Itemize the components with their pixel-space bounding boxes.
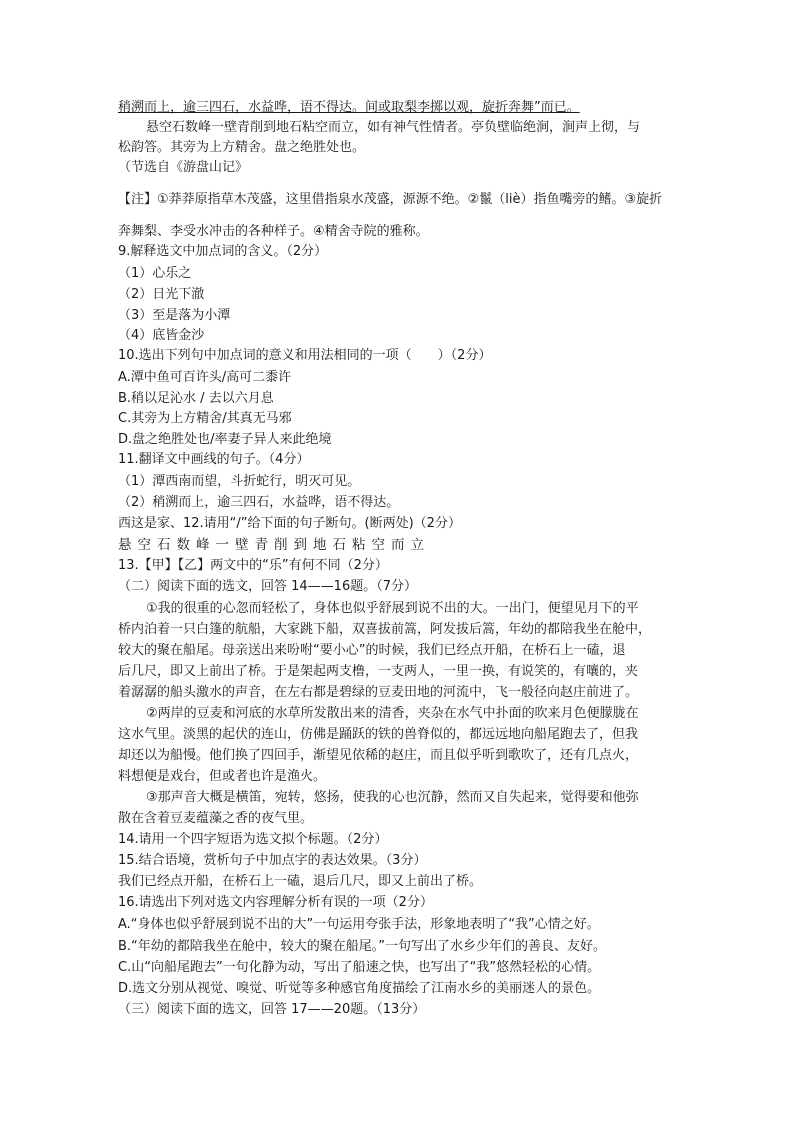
question-11: 11.翻译文中画线的句子。（4分）: [118, 452, 310, 467]
option-c: C.山“向船尾跑去”一句化静为动，写出了船速之快，也写出了“我”悠然轻松的心情。: [118, 960, 601, 975]
option-a: A.“身体也似乎舒展到说不出的大”一句运用夸张手法，形象地表明了“我”心情之好。: [118, 917, 600, 932]
passage-line: 料想便是戏台，但或者也许是渔火。: [118, 769, 327, 784]
passage-line: 较大的聚在船尾。母亲送出来吩咐“要小心”的时候，我们已经点开船，在桥石上一磕，退: [118, 643, 626, 658]
annotation-line: 【注】①莽莽原指草木茂盛，这里借指泉水茂盛，源源不绝。②鬣（liè）指鱼嘴旁的鳍。③旋折: [118, 192, 663, 207]
option-b: B.稍以足沁水 / 去以六月息: [118, 391, 274, 406]
question-item: （1）潭西南而望，斗折蛇行，明灭可见。: [118, 474, 361, 489]
question-14: 14.请用一个四字短语为选文拟个标题。（2分）: [118, 832, 388, 847]
option-c: C.其旁为上方精舍/其真无马邪: [118, 411, 292, 426]
question-item: （4）底皆金沙: [118, 328, 205, 343]
question-item: （3）至是落为小潭: [118, 308, 231, 323]
question-10: 10.选出下列句中加点词的意义和用法相同的一项（ ）（2分）: [118, 348, 492, 363]
passage-line: 桥内泊着一只白篷的航船，大家跳下船，双喜拔前篙，阿发拔后篙，年幼的都陪我坐在舱中，: [118, 622, 652, 637]
option-d: D.盘之绝胜处也/率妻子异人来此绝境: [118, 432, 332, 447]
passage-line: 这水气里。淡黑的起伏的连山，仿佛是踊跃的铁的兽脊似的，都远远地向船尾跑去了，但我: [118, 727, 639, 742]
text-line: 松韵答。其旁为上方精舍。盘之绝胜处也。: [118, 140, 366, 155]
passage-line: 却还以为船慢。他们换了四回手，渐望见依稀的赵庄，而且似乎听到歌吹了，还有几点火，: [118, 748, 639, 763]
passage-line: 着潺潺的船头激水的声音，在左右都是碧绿的豆麦田地的河流中，飞一般径向赵庄前进了。: [118, 685, 639, 700]
question-13: 13.【甲】【乙】两文中的“乐”有何不同（2分）: [118, 558, 388, 573]
source-note: （节选自《游盘山记》: [118, 160, 249, 175]
annotation-line: 奔舞梨、李受水冲击的各种样子。④精舍寺院的雅称。: [118, 224, 429, 239]
section-heading: （三）阅读下面的选文，回答 17——20题。（13分）: [118, 1002, 426, 1017]
passage-line: ②两岸的豆麦和河底的水草所发散出来的清香，夹杂在水气中扑面的吹来月色便朦胧在: [146, 706, 639, 721]
question-item: （2）日光下澈: [118, 287, 205, 302]
question-item: （1）心乐之: [118, 266, 192, 281]
text-line: 稍溯而上，逾三四石，水益哗，语不得达。间或取梨李掷以观，旋折奔舞”而已。: [118, 100, 580, 115]
question-15: 15.结合语境，赏析句子中加点字的表达效果。（3分）: [118, 853, 427, 868]
passage-line: ①我的很重的心忽而轻松了，身体也似乎舒展到说不出的大。一出门，便望见月下的平: [146, 601, 639, 616]
question-16: 16.请选出下列对选文内容理解分析有误的一项（2分）: [118, 895, 433, 910]
passage-line: 后几尺，即又上前出了桥。于是架起两支橹，一支两人，一里一换，有说笑的，有嚷的，夹: [118, 664, 639, 679]
question-12: 西这是家、12.请用“/”给下面的句子断句。(断两处)（2分）: [118, 516, 461, 531]
text-line: 悬空石数峰一壁青削到地石粘空而立，如有神气性情者。亭负壁临绝涧，涧声上彻，与: [146, 120, 641, 135]
passage-line: ③那声音大概是横笛，宛转，悠扬，使我的心也沉静，然而又自失起来，觉得要和他弥: [146, 790, 639, 805]
option-b: B.“年幼的都陪我坐在舱中，较大的聚在船尾。”一句写出了水乡少年们的善良、友好。: [118, 939, 607, 954]
section-heading: （二）阅读下面的选文，回答 14——16题。（7分）: [118, 579, 417, 594]
option-a: A.潭中鱼可百许头/高可二黍许: [118, 370, 292, 385]
passage-line: 散在含着豆麦蕴藻之香的夜气里。: [118, 811, 314, 826]
question-item: （2）稍溯而上，逾三四石，水益哗，语不得达。: [118, 495, 400, 510]
question-9: 9.解释选文中加点词的含义。（2分）: [118, 244, 328, 259]
option-d: D.选文分别从视觉、嗅觉、听觉等多种感官角度描绘了江南水乡的美丽迷人的景色。: [118, 981, 601, 996]
sentence-to-punctuate: 悬空石数峰一壁青削到地石粘空而立: [118, 537, 430, 553]
question-item: 我们已经点开船，在桥石上一磕，退后几尺，即又上前出了桥。: [118, 874, 483, 889]
